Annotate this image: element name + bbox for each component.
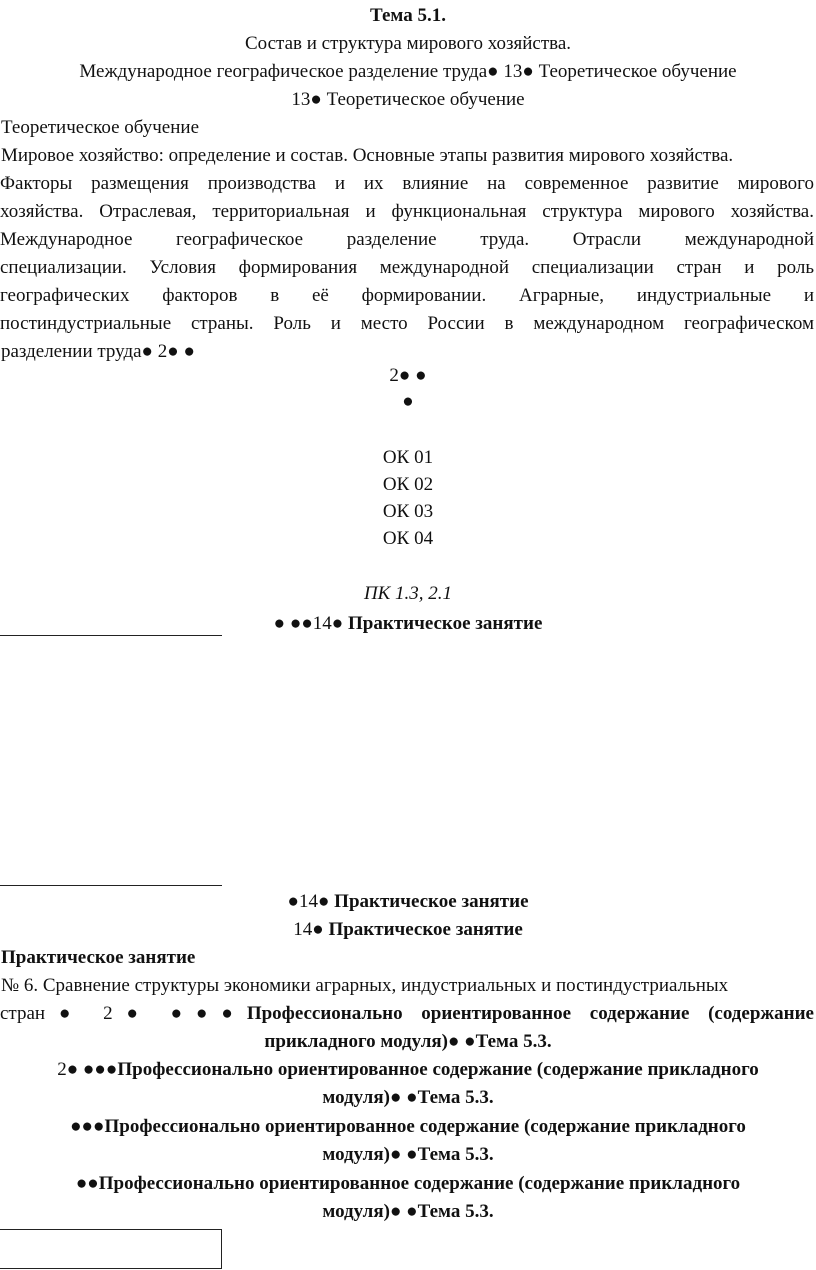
repeat-block-line: [0, 1170, 816, 1198]
task-bold: Профессионально ориентированное содержание (содержание: [246, 1003, 814, 1024]
repeat-block-line: [0, 1056, 816, 1084]
repeat-text: Профессионально ориентированное содержание (содержание прикладного: [104, 1116, 746, 1137]
task-line: № 6. Сравнение структуры экономики аграрных, индустриальных и постиндустриальных: [1, 975, 729, 996]
practice-prefix: ●14●: [287, 891, 335, 912]
theory-line: географических факторов в её формировании. Аграрные, индустриальные и: [0, 285, 814, 306]
repeat-text: Профессионально ориентированное содержание (содержание прикладного: [117, 1059, 759, 1080]
theory-line: Факторы размещения производства и их влияние на современное развитие мирового: [0, 173, 814, 194]
repeat-block-line: модуля)● ●Тема 5.3.: [322, 1201, 494, 1222]
repeat-text: Профессионально ориентированное содержание (содержание прикладного: [98, 1173, 741, 1194]
repeat-block-line: [0, 1113, 816, 1141]
practice-heading: [0, 888, 816, 916]
topic-title: Тема 5.1.: [370, 5, 446, 26]
separator-line: [0, 635, 222, 636]
practice-label: Практическое занятие: [328, 919, 523, 940]
repeat-block-line: модуля)● ●Тема 5.3.: [322, 1087, 494, 1108]
theory-line: Международное географическое разделение труда. Отрасли международной: [0, 229, 814, 250]
marker-line: 2● ●: [389, 365, 427, 386]
repeat-block-line: модуля)● ●Тема 5.3.: [322, 1144, 494, 1165]
theory-label: Теоретическое обучение: [1, 117, 199, 138]
topic-subtitle: Состав и структура мирового хозяйства.: [244, 33, 572, 54]
theory-line: Мировое хозяйство: определение и состав. Основные этапы развития мирового хозяйства.: [1, 145, 734, 166]
practice-heading: [0, 916, 816, 944]
theory-line: хозяйства. Отраслевая, территориальная и функциональная структура мирового хозяйства.: [0, 201, 814, 222]
repeat-prefix: 2● ●●●: [57, 1059, 118, 1080]
practice-section-heading: Практическое занятие: [1, 947, 196, 968]
ok-code: ОК 01: [382, 447, 434, 468]
ok-code: ОК 03: [382, 501, 434, 522]
empty-table-cell: [0, 1229, 222, 1269]
ok-code: ОК 04: [382, 528, 434, 549]
theory-line: постиндустриальные страны. Роль и место России в международном географическом: [0, 313, 814, 334]
marker-line: ●: [402, 391, 414, 412]
task-prefix: стран● 2● ●●●: [0, 1003, 247, 1024]
repeat-prefix: ●●: [75, 1173, 99, 1194]
practice-prefix: ● ●●14●: [273, 613, 349, 634]
practice-prefix: 14●: [293, 919, 329, 940]
ok-code: ОК 02: [382, 474, 434, 495]
theory-line: специализации. Условия формирования международной специализации стран и роль: [0, 257, 814, 278]
topic-line-4: 13● Теоретическое обучение: [291, 89, 525, 110]
topic-line-3: Международное географическое разделение труда● 13● Теоретическое обучение: [79, 61, 737, 82]
task-line: [0, 1000, 814, 1028]
practice-label: Практическое занятие: [348, 613, 543, 634]
separator-line: [0, 885, 222, 886]
theory-line: разделении труда● 2● ●: [1, 341, 195, 362]
practice-label: Практическое занятие: [334, 891, 529, 912]
repeat-prefix: ●●●: [70, 1116, 105, 1137]
pk-code: ПК 1.3, 2.1: [363, 583, 453, 604]
practice-heading: [0, 610, 816, 638]
task-line: прикладного модуля)● ●Тема 5.3.: [264, 1031, 552, 1052]
